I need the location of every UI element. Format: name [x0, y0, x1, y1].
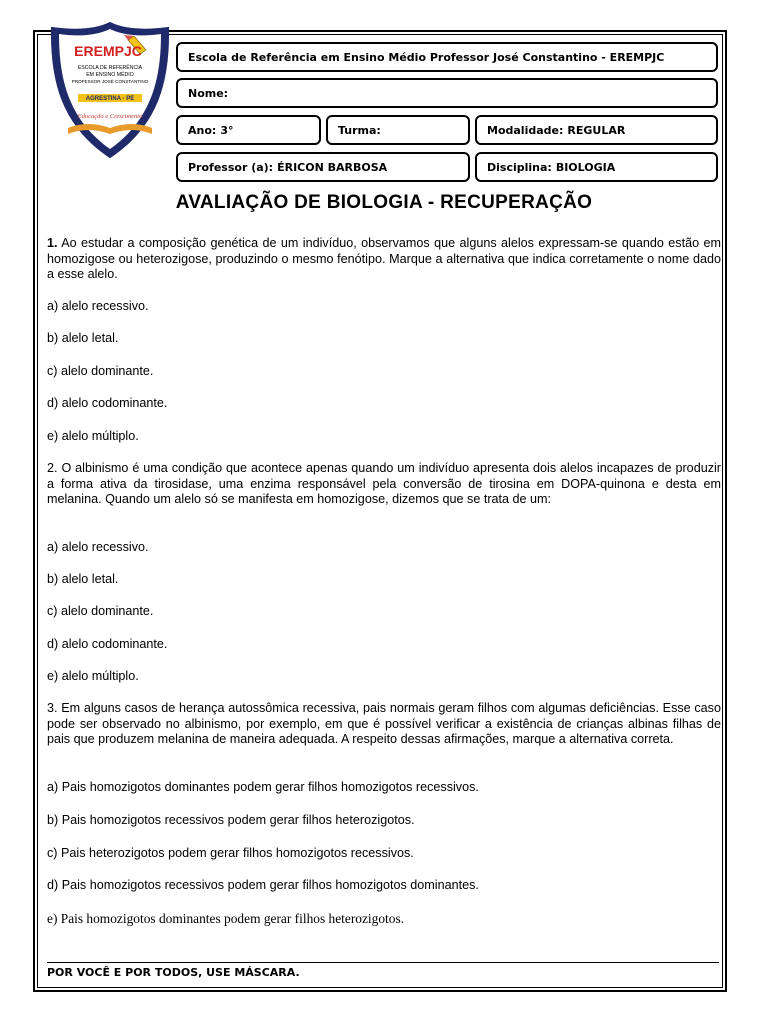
modalidade-label: Modalidade: [487, 123, 564, 137]
q3-option-e[interactable]: e) Pais homozigotos dominantes podem gerar filhos heterozigotos. [47, 911, 405, 926]
question-2-text: 2. O albinismo é uma condição que acontece apenas quando um indivíduo apresenta dois alelos incapazes de produzir a forma ativa da tirosidase, uma enzima responsável pela conversão de tirosina em DOPA-quinona e desta em melanina. Quando um alelo só se manifesta em homozigose, dizemos que se trata de um: [47, 461, 721, 507]
school-logo [48, 20, 172, 160]
logo-line1: ESCOLA DE REFERÊNCIA [77, 65, 143, 71]
professor-value: ÉRICON BARBOSA [277, 160, 388, 174]
modalidade-value: REGULAR [567, 123, 626, 137]
ano-field[interactable] [176, 115, 321, 145]
ano-value: 3° [220, 123, 234, 137]
logo-motto: Educação e Crescimento [77, 113, 143, 120]
modalidade-field [475, 115, 718, 145]
disciplina-value: BIOLOGIA [555, 160, 616, 174]
ano-label: Ano: [188, 123, 217, 137]
footer-message: POR VOCÊ E POR TODOS, USE MÁSCARA. [47, 966, 300, 979]
q1-option-b[interactable]: b) alelo letal. [47, 331, 119, 345]
q2-option-e[interactable]: e) alelo múltiplo. [47, 669, 139, 683]
turma-label: Turma: [338, 123, 381, 137]
school-name: Escola de Referência em Ensino Médio Professor José Constantino - EREMPJC [188, 50, 665, 64]
page-title: AVALIAÇÃO DE BIOLOGIA - RECUPERAÇÃO [175, 192, 593, 213]
logo-line3: PROFESSOR JOSÉ CONSTANTINO [71, 79, 149, 84]
name-label: Nome: [188, 86, 229, 100]
q1-option-c[interactable]: c) alelo dominante. [47, 364, 154, 378]
turma-field[interactable] [326, 115, 470, 145]
logo-city: AGRESTINA - PE [85, 96, 135, 102]
professor-field [176, 152, 470, 182]
question-2 [47, 461, 721, 508]
q3-option-d[interactable]: d) Pais homozigotos recessivos podem gerar filhos homozigotos dominantes. [47, 878, 479, 892]
disciplina-field [475, 152, 718, 182]
q1-option-d[interactable]: d) alelo codominante. [47, 396, 168, 410]
professor-label: Professor (a): [188, 160, 274, 174]
q3-option-a[interactable]: a) Pais homozigotos dominantes podem gerar filhos homozigotos recessivos. [47, 780, 479, 794]
question-3 [47, 701, 721, 748]
footer-divider [47, 962, 719, 963]
q2-option-c[interactable]: c) alelo dominante. [47, 604, 154, 618]
q2-option-a[interactable]: a) alelo recessivo. [47, 540, 149, 554]
question-1-text: Ao estudar a composição genética de um indivíduo, observamos que alguns alelos expressam-se quando estão em homozigose ou heterozigose, produzindo o mesmo fenótipo. Marque a alternativa que indica corretamente o nome dado a esse alelo. [47, 236, 721, 282]
q1-option-e[interactable]: e) alelo múltiplo. [47, 429, 139, 443]
school-name-box [176, 42, 718, 72]
question-3-text: 3. Em alguns casos de herança autossômica recessiva, pais normais geram filhos com algumas deficiências. Esse caso pode ser observado no albinismo, por exemplo, em que é possível verificar a existência de crianças albinas filhas de pais que produzem melanina de maneira adequada. A respeito dessas afirmações, marque a alternativa correta. [47, 701, 721, 747]
disciplina-label: Disciplina: [487, 160, 552, 174]
q3-option-c[interactable]: c) Pais heterozigotos podem gerar filhos homozigotos recessivos. [47, 846, 414, 860]
q1-option-a[interactable]: a) alelo recessivo. [47, 299, 149, 313]
logo-line2: EM ENSINO MÉDIO [86, 72, 134, 78]
q2-option-b[interactable]: b) alelo letal. [47, 572, 119, 586]
question-1-number: 1. [47, 236, 58, 250]
logo-name: EREMPJC [74, 43, 142, 59]
question-1 [47, 236, 721, 283]
q3-option-b[interactable]: b) Pais homozigotos recessivos podem gerar filhos heterozigotos. [47, 813, 415, 827]
q2-option-d[interactable]: d) alelo codominante. [47, 637, 168, 651]
name-field[interactable] [176, 78, 718, 108]
